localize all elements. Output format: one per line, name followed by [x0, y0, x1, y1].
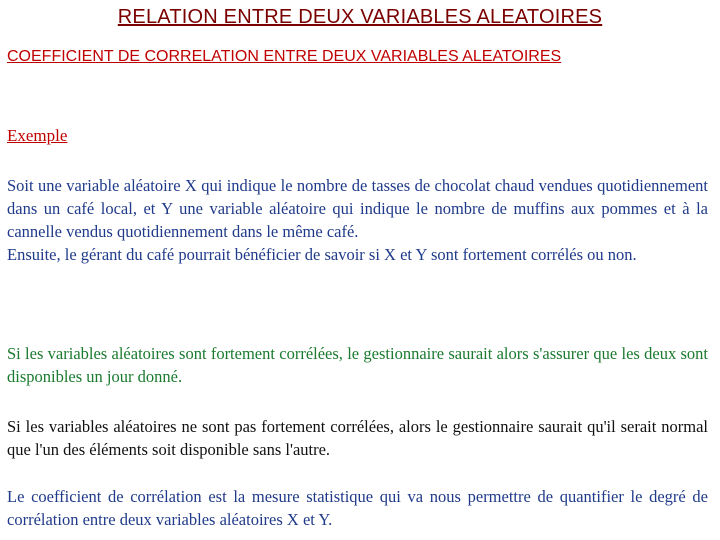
- section-subtitle: COEFFICIENT DE CORRELATION ENTRE DEUX VARIABLES ALEATOIRES: [7, 48, 562, 65]
- paragraph-manager-benefit: Ensuite, le gérant du café pourrait bénéficier de savoir si X et Y sont fortement corrélés ou non.: [7, 245, 637, 264]
- page-title: RELATION ENTRE DEUX VARIABLES ALEATOIRES: [117, 6, 603, 28]
- paragraph-weak-correlation: Si les variables aléatoires ne sont pas fortement corrélées, alors le gestionnaire saurait qu'il serait normal que l'un des éléments soit disponible sans l'autre.: [7, 417, 708, 459]
- paragraph-variables-definition: Soit une variable aléatoire X qui indique le nombre de tasses de chocolat chaud vendues quotidiennement dans un café local, et Y une variable aléatoire qui indique le nombre de muffins aux pommes et à la cannelle vendus quotidiennement dans le même café.: [7, 176, 708, 241]
- paragraph-strong-correlation: Si les variables aléatoires sont fortement corrélées, le gestionnaire saurait alors s'assurer que les deux sont disponibles un jour donné.: [7, 344, 708, 386]
- example-label: Exemple: [7, 126, 68, 145]
- paragraph-coefficient-definition: Le coefficient de corrélation est la mesure statistique qui va nous permettre de quantifier le degré de corrélation entre deux variables aléatoires X et Y.: [7, 487, 708, 529]
